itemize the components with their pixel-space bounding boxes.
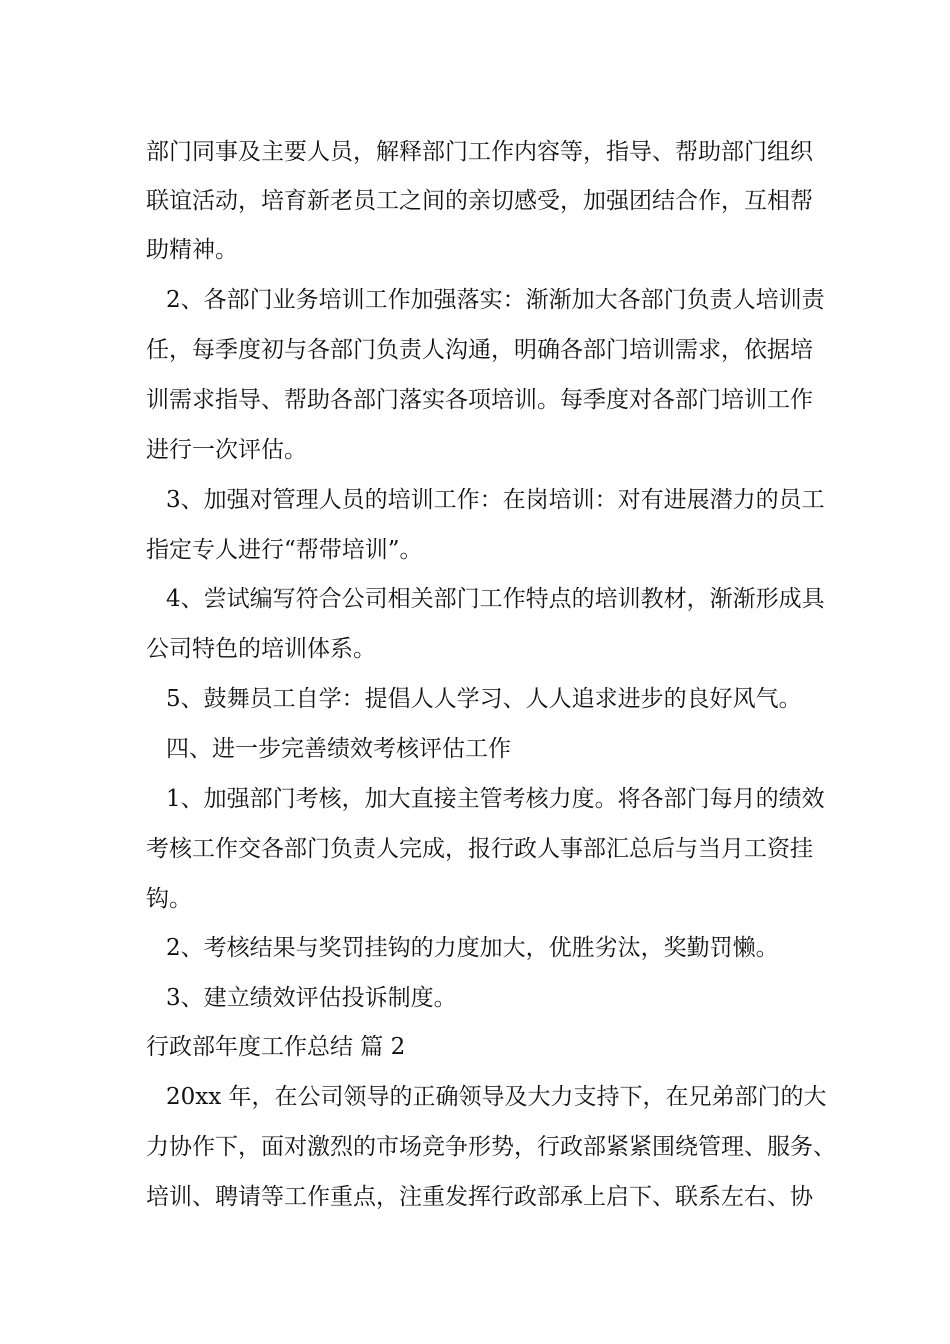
paragraph-line: 助精神。 [146, 237, 238, 263]
paragraph-line: 公司特色的培训体系。 [146, 636, 376, 662]
list-item-line: 2、考核结果与奖罚挂钩的力度加大，优胜劣汰，奖勤罚懒。 [166, 935, 779, 961]
list-item-line: 3、建立绩效评估投诉制度。 [166, 985, 457, 1011]
paragraph-line: 指定专人进行“帮带培训”。 [146, 537, 423, 563]
paragraph-line: 联谊活动，培育新老员工之间的亲切感受，加强团结合作，互相帮 [146, 188, 813, 214]
paragraph-line: 训需求指导、帮助各部门落实各项培训。每季度对各部门培训工作 [146, 387, 813, 413]
list-item-line: 2、各部门业务培训工作加强落实：渐渐加大各部门负责人培训责 [166, 287, 825, 313]
list-item-line: 3、加强对管理人员的培训工作：在岗培训：对有进展潜力的员工 [166, 487, 825, 513]
paragraph-line: 部门同事及主要人员，解释部门工作内容等，指导、帮助部门组织 [146, 139, 813, 165]
list-item-line: 1、加强部门考核，加大直接主管考核力度。将各部门每月的绩效 [166, 786, 825, 812]
paragraph-line: 任，每季度初与各部门负责人沟通，明确各部门培训需求，依据培 [146, 337, 813, 363]
list-item-line: 5、鼓舞员工自学：提倡人人学习、人人追求进步的良好风气。 [166, 686, 802, 712]
paragraph-line: 20xx 年，在公司领导的正确领导及大力支持下，在兄弟部门的大 [166, 1084, 827, 1110]
article-title: 行政部年度工作总结 篇 2 [146, 1034, 406, 1060]
paragraph-line: 进行一次评估。 [146, 437, 307, 463]
paragraph-line: 培训、聘请等工作重点，注重发挥行政部承上启下、联系左右、协 [146, 1184, 813, 1210]
paragraph-line: 力协作下，面对激烈的市场竞争形势，行政部紧紧围绕管理、服务、 [146, 1134, 836, 1160]
list-item-line: 4、尝试编写符合公司相关部门工作特点的培训教材，渐渐形成具 [166, 586, 825, 612]
section-heading: 四、进一步完善绩效考核评估工作 [166, 736, 511, 762]
paragraph-line: 钩。 [146, 886, 192, 912]
paragraph-line: 考核工作交各部门负责人完成，报行政人事部汇总后与当月工资挂 [146, 836, 813, 862]
